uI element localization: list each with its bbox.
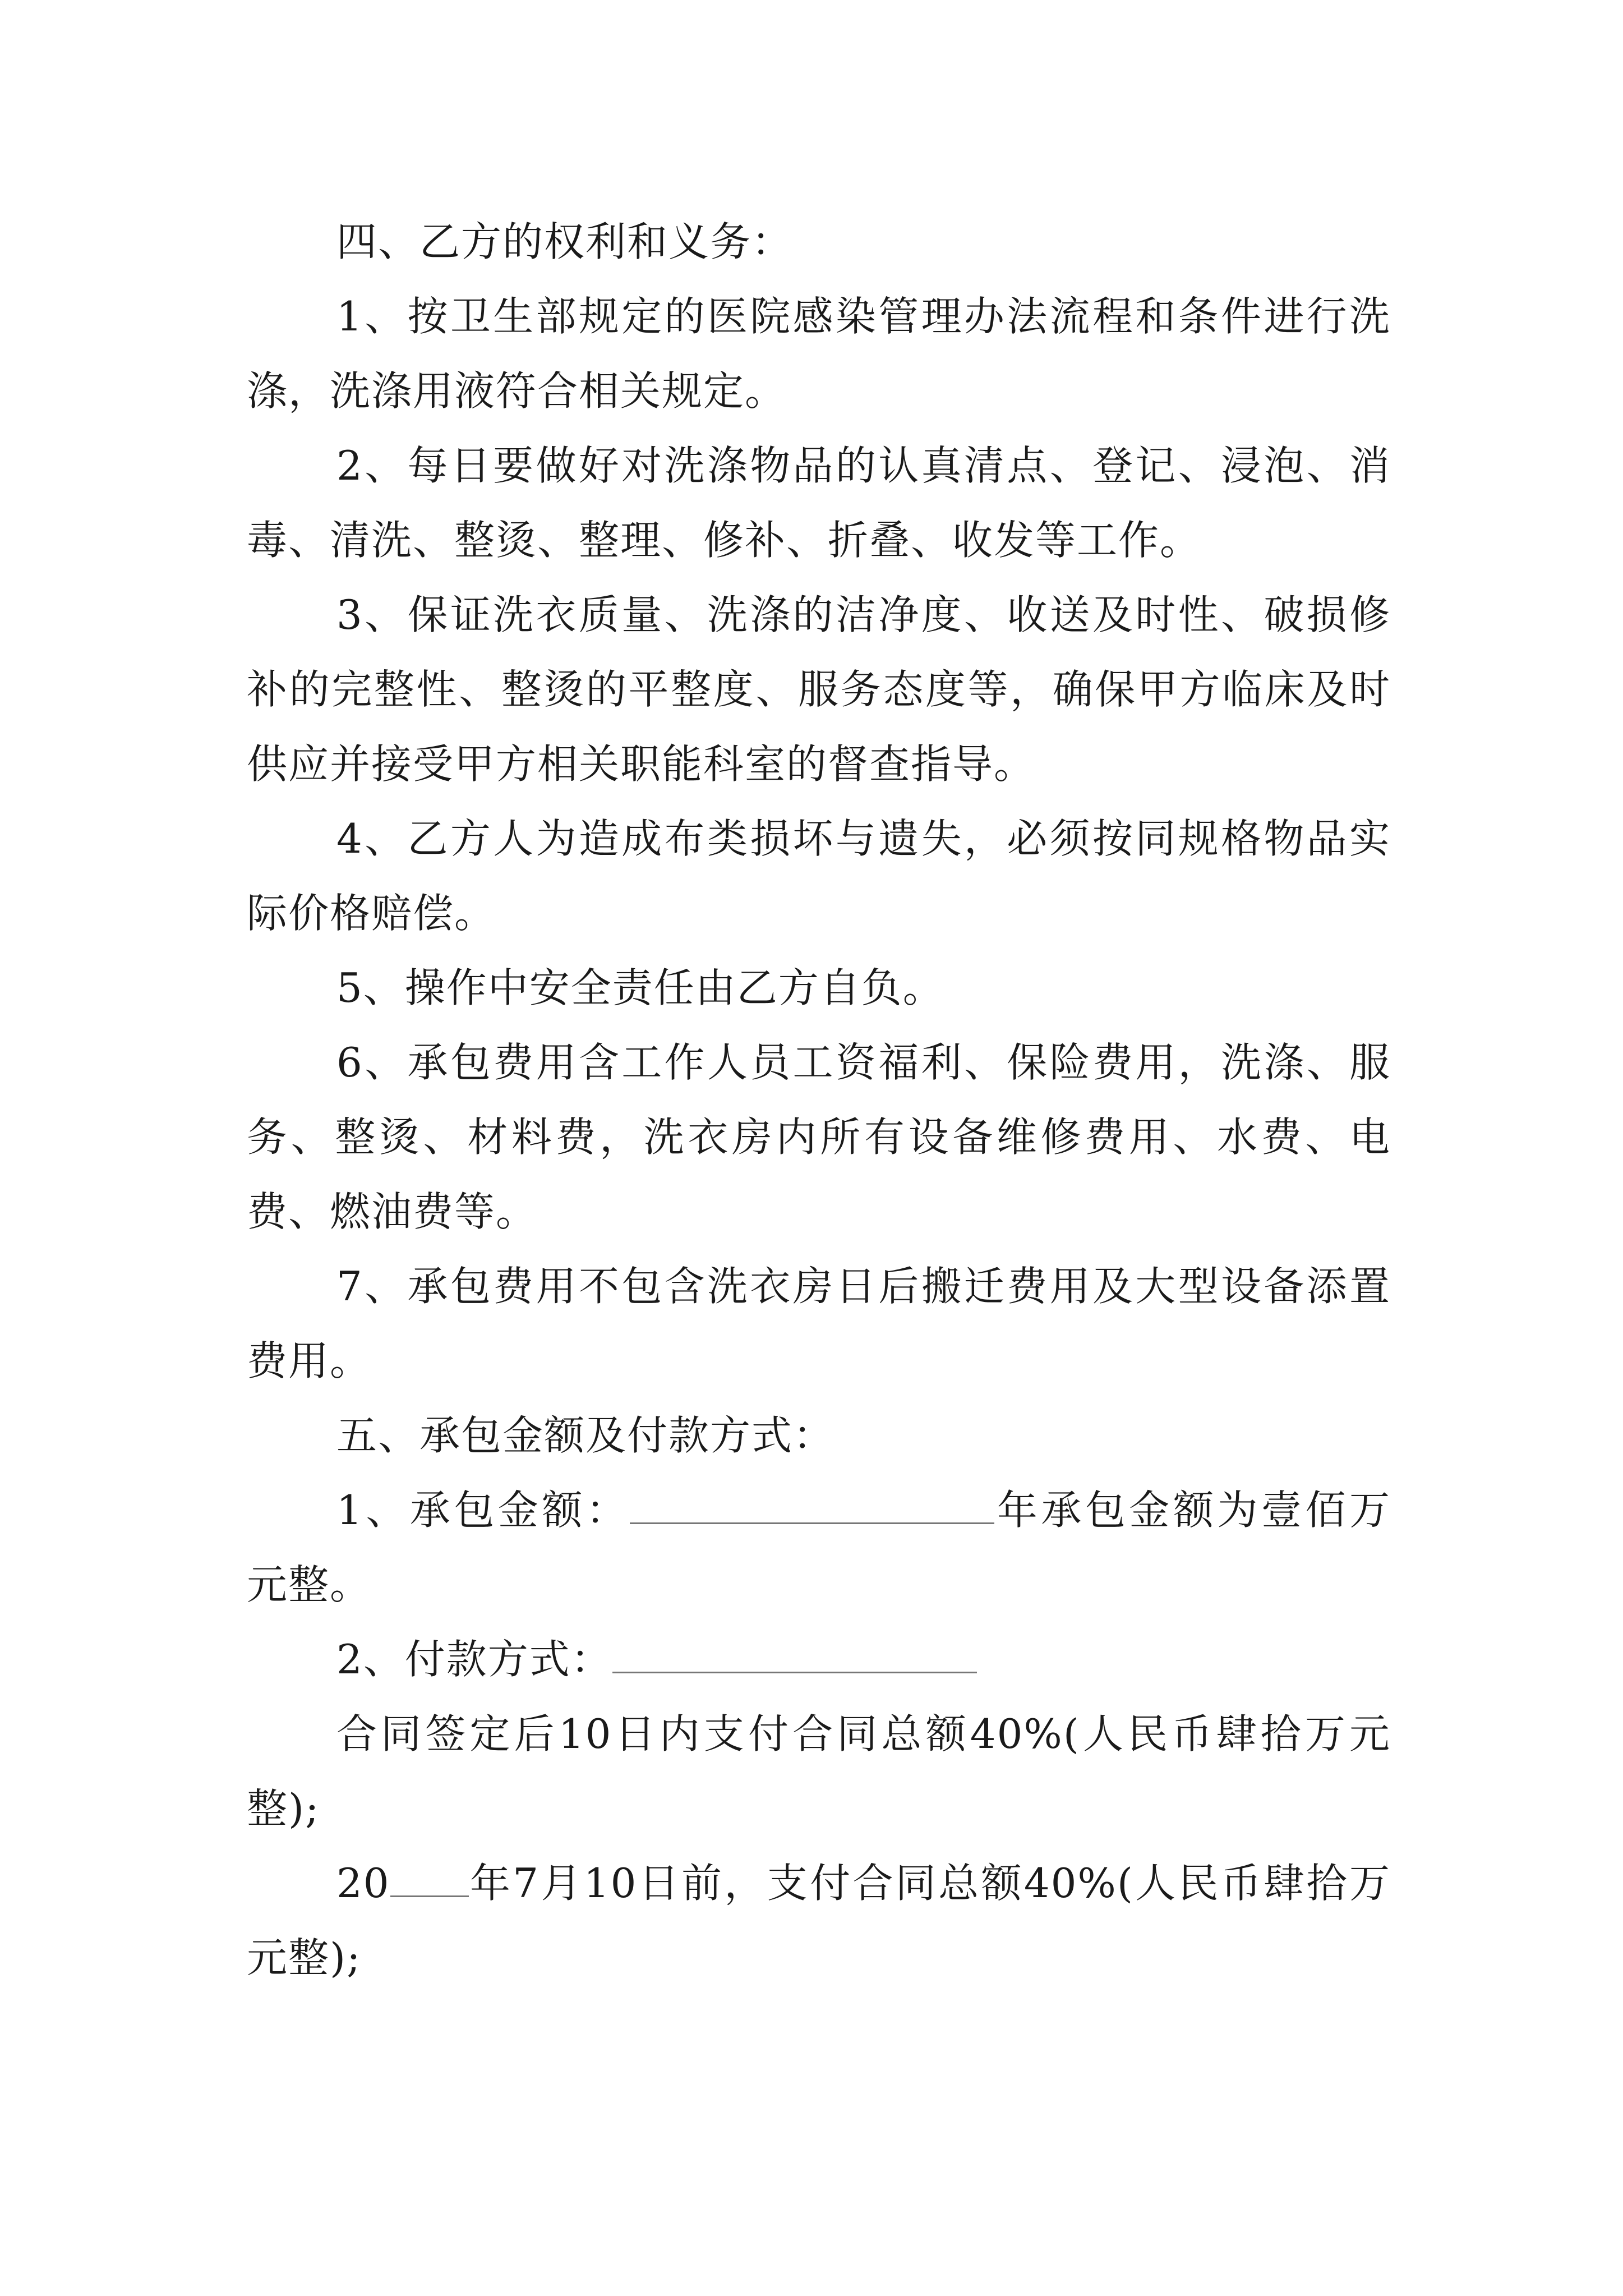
payment-term-1: 合同签定后10日内支付合同总额40%(人民币肆拾万元整); — [247, 1710, 1391, 1832]
section-heading-amount-payment: 五、承包金额及付款方式： — [336, 1412, 835, 1459]
document-body — [247, 205, 1391, 1995]
clause-5-1-amount — [247, 1473, 1391, 1622]
section-heading-rights-obligations: 四、乙方的权利和义务： — [336, 218, 794, 265]
clause-4-5: 5、操作中安全责任由乙方自负。 — [336, 964, 944, 1011]
clause-4-6: 6、承包费用含工作人员工资福利、保险费用，洗涤、服务、整烫、材料费，洗衣房内所有设备维修费用、水费、电费、燃油费等。 — [247, 1039, 1391, 1235]
clause-4-2: 2、每日要做好对洗涤物品的认真清点、登记、浸泡、消毒、清洗、整烫、整理、修补、折叠、收发等工作。 — [247, 442, 1391, 564]
clause-4-4: 4、乙方人为造成布类损坏与遗失，必须按同规格物品实际价格赔偿。 — [247, 815, 1391, 937]
payment-term-2 — [247, 1846, 1391, 1995]
amount-label: 1、承包金额： — [336, 1487, 630, 1534]
clause-4-3: 3、保证洗衣质量、洗涤的洁净度、收送及时性、破损修补的完整性、整烫的平整度、服务态度等，确保甲方临床及时供应并接受甲方相关职能科室的督查指导。 — [247, 591, 1391, 788]
clause-5-2-payment-method — [247, 1622, 1391, 1697]
clause-4-1: 1、按卫生部规定的医院感染管理办法流程和条件进行洗涤，洗涤用液符合相关规定。 — [247, 293, 1391, 415]
payment-method-blank-field[interactable] — [612, 1636, 977, 1673]
amount-blank-field[interactable] — [630, 1487, 994, 1524]
clause-4-7: 7、承包费用不包含洗衣房日后搬迁费用及大型设备添置费用。 — [247, 1263, 1391, 1384]
payment-term-2-text: 年7月10日前，支付合同总额40%(人民币肆拾万元整); — [247, 1860, 1391, 1981]
amount-description: 年承包金额为壹佰万元整。 — [247, 1487, 1391, 1608]
payment-method-label: 2、付款方式： — [336, 1636, 612, 1683]
year-blank-field[interactable] — [390, 1860, 469, 1897]
year-prefix: 20 — [336, 1860, 390, 1907]
